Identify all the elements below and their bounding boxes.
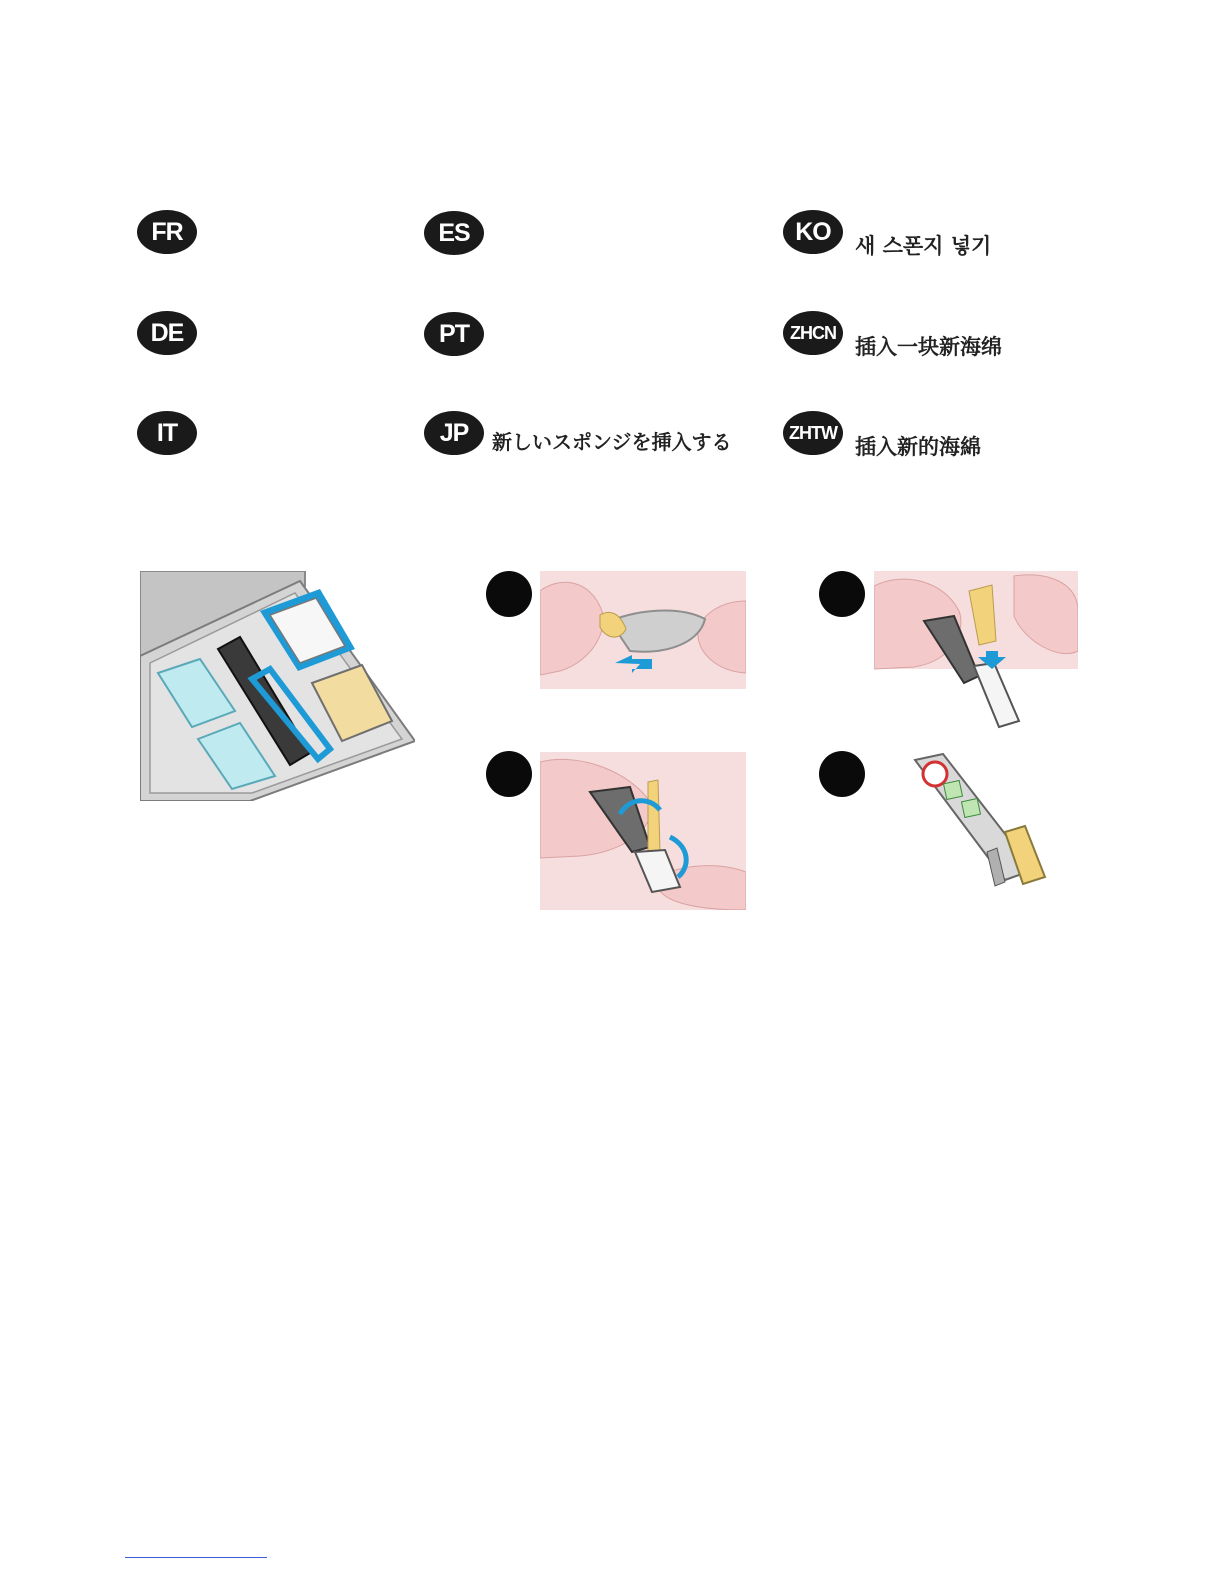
- lang-badge-pt: PT: [424, 312, 484, 356]
- lang-badge-it: IT: [137, 411, 197, 455]
- lang-badge-de: DE: [137, 311, 197, 355]
- step-number-3: [486, 751, 532, 797]
- kit-tray-illustration: [140, 571, 415, 801]
- lang-text-ko: 새 스폰지 넣기: [855, 234, 992, 258]
- lang-zhtw: [783, 411, 981, 461]
- lang-fr: [137, 210, 209, 254]
- lang-ko: [783, 210, 991, 260]
- step3-illustration: [540, 752, 746, 910]
- lang-text-jp: 新しいスポンジを挿入する: [492, 430, 732, 454]
- lang-badge-es: ES: [424, 211, 484, 255]
- step-number-4: [819, 751, 865, 797]
- lang-it: [137, 411, 209, 455]
- lang-es: [424, 211, 496, 255]
- step-number-2: [819, 571, 865, 617]
- lang-pt: [424, 312, 496, 356]
- lang-text-zhcn: 插入一块新海绵: [855, 335, 1002, 359]
- lang-zhcn: [783, 311, 1002, 361]
- step4-illustration: [905, 752, 1055, 892]
- lang-badge-zhtw: ZHTW: [783, 411, 843, 455]
- lang-badge-fr: FR: [137, 210, 197, 254]
- lang-badge-zhcn: ZHCN: [783, 311, 843, 355]
- footer-rule: [125, 1557, 267, 1558]
- step2-illustration: [874, 571, 1078, 731]
- lang-jp: [424, 411, 732, 455]
- lang-badge-ko: KO: [783, 210, 843, 254]
- step1-illustration: [540, 571, 746, 689]
- lang-badge-jp: JP: [424, 411, 484, 455]
- lang-de: [137, 311, 209, 355]
- lang-text-zhtw: 插入新的海綿: [855, 435, 981, 459]
- step-number-1: [486, 571, 532, 617]
